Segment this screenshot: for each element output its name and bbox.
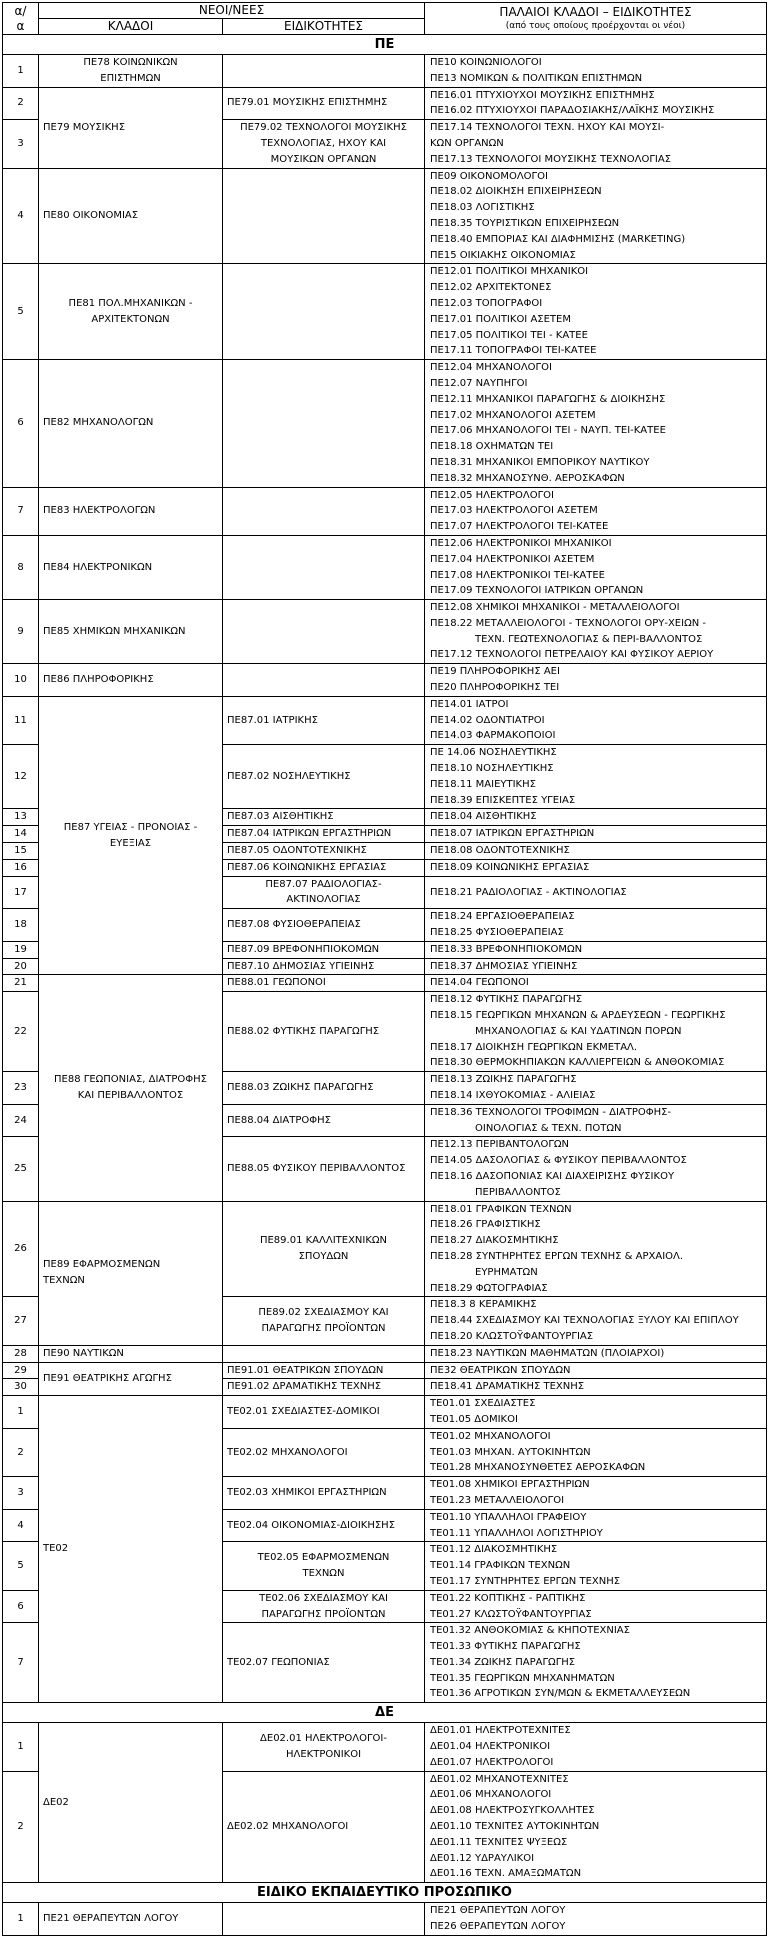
cell-line: ΠΕ17.13 ΤΕΧΝΟΛΟΓΟΙ ΜΟΥΣΙΚΗΣ ΤΕΧΝΟΛΟΓΙΑΣ	[430, 153, 672, 165]
specialty-cell	[223, 1723, 425, 1771]
specialty-cell: ΠΕ88.03 ΖΩΙΚΗΣ ΠΑΡΑΓΩΓΗΣ	[223, 1072, 425, 1105]
cell-line: ΤΕΧΝΩΝ	[43, 1275, 85, 1287]
specialty-cell	[223, 360, 425, 487]
specialty-cell: ΠΕ88.02 ΦΥΤΙΚΗΣ ΠΑΡΑΓΩΓΗΣ	[223, 992, 425, 1072]
row-number: 22	[3, 992, 39, 1072]
cell-line: ΜΟΥΣΙΚΩΝ ΟΡΓΑΝΩΝ	[270, 153, 377, 165]
old-cell	[425, 55, 767, 88]
old-cell	[425, 87, 767, 120]
cell-line: ΠΕ18.32 ΜΗΧΑΝΟΣΥΝΘ. ΑΕΡΟΣΚΑΦΩΝ	[430, 472, 625, 484]
cell-line: ΔΕ02.01 ΗΛΕΚΤΡΟΛΟΓΟΙ-	[260, 1733, 387, 1745]
specialty-cell	[223, 876, 425, 909]
header-branches: ΚΛΑΔΟΙ	[39, 19, 223, 35]
old-cell: ΠΕ18.07 ΙΑΤΡΙΚΩΝ ΕΡΓΑΣΤΗΡΙΩΝ	[425, 826, 767, 843]
cell-line: ΤΕ01.14 ΓΡΑΦΙΚΩΝ ΤΕΧΝΩΝ	[430, 1560, 571, 1572]
specialty-cell	[223, 168, 425, 264]
old-cell: ΠΕ18.08 ΟΔΟΝΤΟΤΕΧΝΙΚΗΣ	[425, 843, 767, 860]
cell-line: ΤΕ01.11 ΥΠΑΛΛΗΛΟΙ ΛΟΓΙΣΤΗΡΙΟΥ	[430, 1527, 603, 1539]
row-number: 10	[3, 664, 39, 697]
cell-line: ΔΕ01.02 ΜΗΧΑΝΟΤΕΧΝΙΤΕΣ	[430, 1773, 569, 1785]
cell-line: ΠΕ17.09 ΤΕΧΝΟΛΟΓΟΙ ΙΑΤΡΙΚΩΝ ΟΡΓΑΝΩΝ	[430, 585, 644, 597]
cell-line: ΠΕ12.11 ΜΗΧΑΝΙΚΟΙ ΠΑΡΑΓΩΓΗΣ & ΔΙΟΙΚΗΣΗΣ	[430, 393, 666, 405]
old-cell	[425, 745, 767, 809]
row-number: 13	[3, 809, 39, 826]
branch-cell: ΔΕ02	[39, 1723, 223, 1883]
cell-line: ΠΕ17.08 ΗΛΕΚΤΡΟΝΙΚΟΙ ΤΕΙ-ΚΑΤΕΕ	[430, 569, 606, 581]
cell-line: ΤΕ01.17 ΣΥΝΤΗΡΗΤΕΣ ΕΡΓΩΝ ΤΕΧΝΗΣ	[430, 1575, 621, 1587]
specialty-cell	[223, 1590, 425, 1623]
header-number: α/ α	[3, 3, 39, 35]
row-number: 11	[3, 696, 39, 744]
table-row	[3, 487, 767, 535]
cell-line: ΠΕ17.05 ΠΟΛΙΤΙΚΟΙ ΤΕΙ - ΚΑΤΕΕ	[430, 329, 588, 341]
old-cell: ΠΕ32 ΘΕΑΤΡΙΚΩΝ ΣΠΟΥΔΩΝ	[425, 1362, 767, 1379]
specialty-cell	[223, 1345, 425, 1362]
cell-line: ΕΥΕΞΙΑΣ	[109, 837, 152, 849]
row-number: 7	[3, 487, 39, 535]
old-cell: ΠΕ14.04 ΓΕΩΠΟΝΟΙ	[425, 975, 767, 992]
specialty-cell: ΠΕ87.04 ΙΑΤΡΙΚΩΝ ΕΡΓΑΣΤΗΡΙΩΝ	[223, 826, 425, 843]
row-number: 27	[3, 1297, 39, 1345]
specialty-cell	[223, 487, 425, 535]
table-row	[3, 975, 767, 992]
row-number: 5	[3, 264, 39, 360]
old-cell	[425, 168, 767, 264]
header-old: ΠΑΛΑΙΟΙ ΚΛΑΔΟΙ – ΕΙΔΙΚΟΤΗΤΕΣ (από τους οποίους προέρχονται οι νέοι)	[425, 3, 767, 35]
cell-line: ΠΕ15 ΟΙΚΙΑΚΗΣ ΟΙΚΟΝΟΜΙΑΣ	[430, 249, 576, 261]
table-row	[3, 696, 767, 744]
branch-cell	[39, 1201, 223, 1345]
section-pe: ΠΕ	[3, 35, 767, 55]
cell-line: ΠΕ17.06 ΜΗΧΑΝΟΛΟΓΟΙ ΤΕΙ - ΝΑΥΠ. ΤΕΙ-ΚΑΤΕΕ	[430, 425, 666, 437]
cell-line: ΤΕ01.02 ΜΗΧΑΝΟΛΟΓΟΙ	[430, 1430, 551, 1442]
cell-line: ΤΕ02.05 ΕΦΑΡΜΟΣΜΕΝΩΝ	[257, 1552, 390, 1564]
cell-line: ΤΕ01.03 ΜΗΧΑΝ. ΑΥΤΟΚΙΝΗΤΩΝ	[430, 1446, 591, 1458]
cell-line: ΠΕ10 ΚΟΙΝΩΝΙΟΛΟΓΟΙ	[430, 57, 542, 68]
cell-line: ΠΕ17.11 ΤΟΠΟΓΡΑΦΟΙ ΤΕΙ-ΚΑΤΕΕ	[430, 345, 597, 357]
cell-line: ΔΕ01.04 ΗΛΕΚΤΡΟΝΙΚΟΙ	[430, 1741, 551, 1753]
cell-line: ΔΕ01.11 ΤΕΧΝΙΤΕΣ ΨΥΞΕΩΣ	[430, 1836, 568, 1848]
section-row	[3, 1883, 767, 1903]
cell-line: ΠΕ89.01 ΚΑΛΛΙΤΕΧΝΙΚΩΝ	[259, 1235, 388, 1247]
cell-line: ΠΑΡΑΓΩΓΗΣ ΠΡΟΪΟΝΤΩΝ	[261, 1608, 386, 1620]
header-new: ΝΕΟΙ/ΝΕΕΣ	[39, 3, 425, 19]
cell-line: ΠΕ17.02 ΜΗΧΑΝΟΛΟΓΟΙ ΑΣΕΤΕΜ	[430, 409, 596, 421]
cell-line: ΠΕ18.13 ΖΩΙΚΗΣ ΠΑΡΑΓΩΓΗΣ	[430, 1074, 577, 1086]
table-row	[3, 1723, 767, 1771]
row-number: 23	[3, 1072, 39, 1105]
cell-line: ΠΕ18.25 ΦΥΣΙΟΘΕΡΑΠΕΙΑΣ	[430, 927, 564, 939]
table-row	[3, 1396, 767, 1429]
branch-cell	[39, 696, 223, 975]
cell-line: ΠΕ18.10 ΝΟΣΗΛΕΥΤΙΚΗΣ	[430, 763, 554, 775]
specialty-cell: ΠΕ87.05 ΟΔΟΝΤΟΤΕΧΝΙΚΗΣ	[223, 843, 425, 860]
row-number: 12	[3, 745, 39, 809]
table-row	[3, 1903, 767, 1936]
cell-line: ΠΕ18.3 8 ΚΕΡΑΜΙΚΗΣ	[430, 1299, 537, 1311]
cell-line: ΠΕ17.03 ΗΛΕΚΤΡΟΛΟΓΟΙ ΑΣΕΤΕΜ	[430, 505, 598, 517]
cell-line: ΠΕ81 ΠΟΛ.ΜΗΧΑΝΙΚΩΝ -	[68, 297, 193, 309]
old-cell: ΠΕ12.08 ΧΗΜΙΚΟΙ ΜΗΧΑΝΙΚΟΙ - ΜΕΤΑΛΛΕΙΟΛΟΓΟΙ ΠΕ18.22 ΜΕΤΑΛΛΕΙΟΛΟΓΟΙ - ΤΕΧΝΟΛΟΓΟΙ ΟΡΥ-ΧΕΙΩΝ - ΤΕΧΝ. ΓΕΩΤΕΧΝΟΛΟΓΙΑΣ & ΠΕΡΙ-ΒΑΛΛΟΝΤΟΣ ΠΕ17.12 ΤΕΧΝΟΛΟΓΟΙ ΠΕΤΡΕΛΑΙΟΥ ΚΑΙ ΦΥΣΙΚΟΥ ΑΕΡΙΟΥ	[425, 600, 767, 664]
specialty-cell: ΠΕ87.03 ΑΙΣΘΗΤΙΚΗΣ	[223, 809, 425, 826]
branch-cell: ΠΕ21 ΘΕΡΑΠΕΥΤΩΝ ΛΟΓΟΥ	[39, 1903, 223, 1936]
old-cell	[425, 664, 767, 697]
old-cell	[425, 1723, 767, 1771]
specialty-cell: ΠΕ91.02 ΔΡΑΜΑΤΙΚΗΣ ΤΕΧΝΗΣ	[223, 1379, 425, 1396]
table-row	[3, 1345, 767, 1362]
cell-line: ΔΕ01.12 ΥΔΡΑΥΛΙΚΟΙ	[430, 1852, 535, 1864]
cell-line: ΤΕ01.10 ΥΠΑΛΛΗΛΟΙ ΓΡΑΦΕΙΟΥ	[430, 1511, 587, 1523]
section-row	[3, 1703, 767, 1723]
specialty-cell	[223, 535, 425, 599]
old-cell	[425, 909, 767, 942]
row-number: 21	[3, 975, 39, 992]
specialty-cell	[223, 55, 425, 88]
specialty-cell: ΠΕ88.05 ΦΥΣΙΚΟΥ ΠΕΡΙΒΑΛΛΟΝΤΟΣ	[223, 1137, 425, 1201]
cell-line: ΑΚΤΙΝΟΛΟΓΙΑΣ	[286, 894, 361, 906]
cell-line: ΠΕ18.20 ΚΛΩΣΤΟΫΦΑΝΤΟΥΡΓΙΑΣ	[430, 1330, 594, 1342]
cell-line: ΠΕ89 ΕΦΑΡΜΟΣΜΕΝΩΝ	[43, 1259, 161, 1271]
cell-line: ΑΡΧΙΤΕΚΤΟΝΩΝ	[91, 313, 170, 325]
row-number: 19	[3, 941, 39, 958]
specialty-cell: ΤΕ02.02 ΜΗΧΑΝΟΛΟΓΟΙ	[223, 1428, 425, 1476]
branch-cell: ΠΕ79 ΜΟΥΣΙΚΗΣ	[39, 87, 223, 168]
cell-line: ΠΕ17.14 ΤΕΧΝΟΛΟΓΟΙ ΤΕΧΝ. ΗΧΟΥ ΚΑΙ ΜΟΥΣΙ-	[430, 122, 665, 134]
cell-line: ΠΕ18.31 ΜΗΧΑΝΙΚΟΙ ΕΜΠΟΡΙΚΟΥ ΝΑΥΤΙΚΟΥ	[430, 456, 650, 468]
old-cell	[425, 1771, 767, 1883]
cell-line: ΤΕΧΝΩΝ	[302, 1568, 345, 1579]
cell-line: ΠΕ16.02 ΠΤΥΧΙΟΥΧΟΙ ΠΑΡΑΔΟΣΙΑΚΗΣ/ΛΑΪΚΗΣ ΜΟΥΣΙΚΗΣ	[430, 105, 715, 117]
cell-line: ΔΕ01.01 ΗΛΕΚΤΡΟΤΕΧΝΙΤΕΣ	[430, 1725, 571, 1737]
row-number: 6	[3, 360, 39, 487]
cell-line: ΤΕ01.34 ΖΩΙΚΗΣ ΠΑΡΑΓΩΓΗΣ	[430, 1656, 576, 1668]
cell-line: ΠΕ12.04 ΜΗΧΑΝΟΛΟΓΟΙ	[430, 362, 552, 374]
cell-line: ΠΕ18.11 ΜΑΙΕΥΤΙΚΗΣ	[430, 778, 536, 790]
old-cell: ΠΕ18.12 ΦΥΤΙΚΗΣ ΠΑΡΑΓΩΓΗΣ ΠΕ18.15 ΓΕΩΡΓΙΚΩΝ ΜΗΧΑΝΩΝ & ΑΡΔΕΥΣΕΩΝ - ΓΕΩΡΓΙΚΗΣ ΜΗΧΑΝΟΛΟΓΙΑΣ & ΚΑΙ ΥΔΑΤΙΝΩΝ ΠΟΡΩΝ ΠΕ18.17 ΔΙΟΙΚΗΣΗ ΓΕΩΡΓΙΚΩΝ ΕΚΜΕΤΑΛ. ΠΕ18.30 ΘΕΡΜΟΚΗΠΙΑΚΩΝ ΚΑΛΛΙΕΡΓΕΙΩΝ & ΑΝΘΟΚΟΜΙΑΣ	[425, 992, 767, 1072]
row-number: 30	[3, 1379, 39, 1396]
row-number: 14	[3, 826, 39, 843]
table-row	[3, 600, 767, 664]
row-number: 8	[3, 535, 39, 599]
cell-line: ΠΕ18.39 ΕΠΙΣΚΕΠΤΕΣ ΥΓΕΙΑΣ	[430, 794, 576, 806]
old-cell: ΠΕ18.21 ΡΑΔΙΟΛΟΓΙΑΣ - ΑΚΤΙΝΟΛΟΓΙΑΣ	[425, 876, 767, 909]
cell-line: ΤΕΧΝΟΛΟΓΙΑΣ, ΗΧΟΥ ΚΑΙ	[260, 137, 387, 149]
cell-line: ΠΕ17.07 ΗΛΕΚΤΡΟΛΟΓΟΙ ΤΕΙ-ΚΑΤΕΕ	[430, 521, 609, 533]
cell-line: ΠΕ87.07 ΡΑΔΙΟΛΟΓΙΑΣ-	[265, 878, 382, 890]
specialty-cell: ΠΕ87.06 ΚΟΙΝΩΝΙΚΗΣ ΕΡΓΑΣΙΑΣ	[223, 859, 425, 876]
header-row	[3, 3, 767, 19]
row-number: 1	[3, 55, 39, 88]
cell-line: ΠΕ12.05 ΗΛΕΚΤΡΟΛΟΓΟΙ	[430, 489, 554, 501]
cell-line: ΠΕ19 ΠΛΗΡΟΦΟΡΙΚΗΣ ΑΕΙ	[430, 666, 560, 678]
cell-line: ΤΕ01.01 ΣΧΕΔΙΑΣΤΕΣ	[430, 1398, 536, 1410]
specialties-table	[2, 2, 767, 1936]
cell-line: ΠΕ18.03 ΛΟΓΙΣΤΙΚΗΣ	[430, 202, 535, 214]
old-cell: ΠΕ18.23 ΝΑΥΤΙΚΩΝ ΜΑΘΗΜΑΤΩΝ (ΠΛΟΙΑΡΧΟΙ)	[425, 1345, 767, 1362]
row-number: 6	[3, 1590, 39, 1623]
specialty-cell: ΤΕ02.04 ΟΙΚΟΝΟΜΙΑΣ-ΔΙΟΙΚΗΣΗΣ	[223, 1509, 425, 1542]
row-number: 29	[3, 1362, 39, 1379]
specialty-cell	[223, 120, 425, 168]
old-cell	[425, 1297, 767, 1345]
old-cell	[425, 487, 767, 535]
specialty-cell	[223, 1542, 425, 1590]
cell-line: ΤΕ01.27 ΚΛΩΣΤΟΫΦΑΝΤΟΥΡΓΙΑΣ	[430, 1608, 592, 1620]
branch-cell: ΠΕ85 ΧΗΜΙΚΩΝ ΜΗΧΑΝΙΚΩΝ	[39, 600, 223, 664]
table-row	[3, 535, 767, 599]
specialty-cell: ΠΕ87.09 ΒΡΕΦΟΝΗΠΙΟΚΟΜΩΝ	[223, 941, 425, 958]
old-cell: ΠΕ18.37 ΔΗΜΟΣΙΑΣ ΥΓΙΕΙΝΗΣ	[425, 958, 767, 975]
row-number: 25	[3, 1137, 39, 1201]
cell-line: ΔΕ01.08 ΗΛΕΚΤΡΟΣΥΓΚΟΛΛΗΤΕΣ	[430, 1805, 595, 1817]
cell-line: ΠΕ13 ΝΟΜΙΚΩΝ & ΠΟΛΙΤΙΚΩΝ ΕΠΙΣΤΗΜΩΝ	[430, 72, 643, 84]
cell-line: ΠΕ18.44 ΣΧΕΔΙΑΣΜΟΥ ΚΑΙ ΤΕΧΝΟΛΟΓΙΑΣ ΞΥΛΟΥ ΚΑΙ ΕΠΙΠΛΟΥ	[430, 1315, 739, 1327]
cell-line: ΠΕ16.01 ΠΤΥΧΙΟΥΧΟΙ ΜΟΥΣΙΚΗΣ ΕΠΙΣΤΗΜΗΣ	[430, 89, 655, 101]
cell-line: ΠΕ18.24 ΕΡΓΑΣΙΟΘΕΡΑΠΕΙΑΣ	[430, 911, 575, 923]
specialty-cell: ΤΕ02.03 ΧΗΜΙΚΟΙ ΕΡΓΑΣΤΗΡΙΩΝ	[223, 1477, 425, 1510]
specialty-cell: ΠΕ87.10 ΔΗΜΟΣΙΑΣ ΥΓΙΕΙΝΗΣ	[223, 958, 425, 975]
specialty-cell: ΠΕ88.04 ΔΙΑΤΡΟΦΗΣ	[223, 1104, 425, 1137]
cell-line: ΚΩΝ ΟΡΓΑΝΩΝ	[430, 137, 504, 149]
branch-cell: ΠΕ86 ΠΛΗΡΟΦΟΡΙΚΗΣ	[39, 664, 223, 697]
table-row	[3, 55, 767, 88]
cell-line: ΠΕ12.06 ΗΛΕΚΤΡΟΝΙΚΟΙ ΜΗΧΑΝΙΚΟΙ	[430, 537, 612, 549]
old-cell	[425, 535, 767, 599]
cell-line: ΔΕ01.10 ΤΕΧΝΙΤΕΣ ΑΥΤΟΚΙΝΗΤΩΝ	[430, 1821, 600, 1833]
cell-line: ΠΕ87 ΥΓΕΙΑΣ - ΠΡΟΝΟΙΑΣ -	[63, 821, 198, 833]
cell-line: ΕΠΙΣΤΗΜΩΝ	[100, 72, 161, 84]
row-number: 24	[3, 1104, 39, 1137]
cell-line: ΠΕ12.07 ΝΑΥΠΗΓΟΙ	[430, 377, 528, 389]
row-number: 4	[3, 1509, 39, 1542]
row-number: 3	[3, 120, 39, 168]
specialty-cell: ΔΕ02.02 ΜΗΧΑΝΟΛΟΓΟΙ	[223, 1771, 425, 1883]
cell-line: ΤΕ01.35 ΓΕΩΡΓΙΚΩΝ ΜΗΧΑΝΗΜΑΤΩΝ	[430, 1672, 615, 1684]
old-cell	[425, 1542, 767, 1590]
row-number: 15	[3, 843, 39, 860]
specialty-cell	[223, 1201, 425, 1297]
section-de: ΔΕ	[3, 1703, 767, 1723]
table-row	[3, 360, 767, 487]
old-cell	[425, 360, 767, 487]
old-cell	[425, 1509, 767, 1542]
cell-line: ΠΕ79.02 ΤΕΧΝΟΛΟΓΟΙ ΜΟΥΣΙΚΗΣ	[240, 122, 407, 134]
branch-cell: ΠΕ91 ΘΕΑΤΡΙΚΗΣ ΑΓΩΓΗΣ	[39, 1362, 223, 1396]
specialty-cell: ΤΕ02.01 ΣΧΕΔΙΑΣΤΕΣ-ΔΟΜΙΚΟΙ	[223, 1396, 425, 1429]
row-number: 1	[3, 1723, 39, 1771]
branch-cell: ΠΕ82 ΜΗΧΑΝΟΛΟΓΩΝ	[39, 360, 223, 487]
header-specialties: ΕΙΔΙΚΟΤΗΤΕΣ	[223, 19, 425, 35]
table-row	[3, 264, 767, 360]
branch-cell: ΠΕ84 ΗΛΕΚΤΡΟΝΙΚΩΝ	[39, 535, 223, 599]
branch-cell	[39, 264, 223, 360]
row-number: 9	[3, 600, 39, 664]
row-number: 16	[3, 859, 39, 876]
row-number: 2	[3, 1428, 39, 1476]
specialty-cell	[223, 600, 425, 664]
row-number: 28	[3, 1345, 39, 1362]
specialty-cell: ΠΕ87.02 ΝΟΣΗΛΕΥΤΙΚΗΣ	[223, 745, 425, 809]
old-cell	[425, 1590, 767, 1623]
specialty-cell	[223, 664, 425, 697]
cell-line: ΠΕ21 ΘΕΡΑΠΕΥΤΩΝ ΛΟΓΟΥ	[430, 1905, 566, 1917]
row-number: 5	[3, 1542, 39, 1590]
old-cell: ΠΕ18.04 ΑΙΣΘΗΤΙΚΗΣ	[425, 809, 767, 826]
branch-cell	[39, 975, 223, 1201]
cell-line: ΤΕ01.32 ΑΝΘΟΚΟΜΙΑΣ & ΚΗΠΟΤΕΧΝΙΑΣ	[430, 1625, 630, 1637]
old-cell	[425, 1428, 767, 1476]
old-cell: ΠΕ12.13 ΠΕΡΙΒΑΝΤΟΛΟΓΩΝ ΠΕ14.05 ΔΑΣΟΛΟΓΙΑΣ & ΦΥΣΙΚΟΥ ΠΕΡΙΒΑΛΛΟΝΤΟΣ ΠΕ18.16 ΔΑΣΟΠΟΝΙΑΣ ΚΑΙ ΔΙΑΧΕΙΡΙΣΗΣ ΦΥΣΙΚΟΥ ΠΕΡΙΒΑΛΛΟΝΤΟΣ	[425, 1137, 767, 1201]
table-row	[3, 664, 767, 697]
old-cell	[425, 120, 767, 168]
cell-line: ΠΕ12.02 ΑΡΧΙΤΕΚΤΟΝΕΣ	[430, 282, 552, 294]
cell-line: ΠΕ17.04 ΗΛΕΚΤΡΟΝΙΚΟΙ ΑΣΕΤΕΜ	[430, 553, 595, 565]
row-number: 7	[3, 1623, 39, 1703]
cell-line: ΤΕ02.06 ΣΧΕΔΙΑΣΜΟΥ ΚΑΙ	[259, 1592, 388, 1604]
table-row	[3, 1201, 767, 1297]
specialty-cell	[223, 264, 425, 360]
specialty-cell: ΠΕ91.01 ΘΕΑΤΡΙΚΩΝ ΣΠΟΥΔΩΝ	[223, 1362, 425, 1379]
row-number: 1	[3, 1396, 39, 1429]
cell-line: ΠΕ09 ΟΙΚΟΝΟΜΟΛΟΓΟΙ	[430, 170, 548, 182]
cell-line: ΠΕ18.02 ΔΙΟΙΚΗΣΗ ΕΠΙΧΕΙΡΗΣΕΩΝ	[430, 186, 602, 198]
cell-line: ΠΕ18.18 ΟΧΗΜΑΤΩΝ ΤΕΙ	[430, 441, 554, 453]
table-row	[3, 1362, 767, 1379]
branch-cell: ΤΕ02	[39, 1396, 223, 1703]
cell-line: ΔΕ01.06 ΜΗΧΑΝΟΛΟΓΟΙ	[430, 1789, 552, 1801]
cell-line: ΔΕ01.07 ΗΛΕΚΤΡΟΛΟΓΟΙ	[430, 1756, 554, 1768]
specialty-cell: ΠΕ87.01 ΙΑΤΡΙΚΗΣ	[223, 696, 425, 744]
cell-line: ΠΕ88 ΓΕΩΠΟΝΙΑΣ, ΔΙΑΤΡΟΦΗΣ	[54, 1074, 207, 1086]
cell-line: ΠΕ17.01 ΠΟΛΙΤΙΚΟΙ ΑΣΕΤΕΜ	[430, 313, 571, 325]
cell-line: ΠΕ26 ΘΕΡΑΠΕΥΤΩΝ ΛΟΓΟΥ	[430, 1921, 566, 1933]
specialty-cell: ΠΕ88.01 ΓΕΩΠΟΝΟΙ	[223, 975, 425, 992]
cell-line: ΤΕ01.05 ΔΟΜΙΚΟΙ	[430, 1413, 518, 1425]
cell-line: ΠΕ 14.06 ΝΟΣΗΛΕΥΤΙΚΗΣ	[430, 747, 557, 759]
row-number: 4	[3, 168, 39, 264]
branch-cell	[39, 55, 223, 88]
row-number: 2	[3, 1771, 39, 1883]
row-number: 2	[3, 87, 39, 120]
cell-line: ΤΕ01.23 ΜΕΤΑΛΛΕΙΟΛΟΓΟΙ	[430, 1494, 565, 1506]
branch-cell: ΠΕ90 ΝΑΥΤΙΚΩΝ	[39, 1345, 223, 1362]
cell-line: ΠΑΡΑΓΩΓΗΣ ΠΡΟΪΟΝΤΩΝ	[261, 1323, 386, 1335]
cell-line: ΤΕ01.22 ΚΟΠΤΙΚΗΣ - ΡΑΠΤΙΚΗΣ	[430, 1592, 586, 1604]
table-row	[3, 168, 767, 264]
table-row	[3, 87, 767, 120]
cell-line: ΚΑΙ ΠΕΡΙΒΑΛΛΟΝΤΟΣ	[77, 1090, 184, 1101]
specialty-cell: ΤΕ02.07 ΓΕΩΠΟΝΙΑΣ	[223, 1623, 425, 1703]
specialty-cell: ΠΕ87.08 ΦΥΣΙΟΘΕΡΑΠΕΙΑΣ	[223, 909, 425, 942]
cell-line: ΤΕ01.12 ΔΙΑΚΟΣΜΗΤΙΚΗΣ	[430, 1544, 558, 1556]
old-cell: ΠΕ18.41 ΔΡΑΜΑΤΙΚΗΣ ΤΕΧΝΗΣ	[425, 1379, 767, 1396]
old-cell	[425, 1903, 767, 1936]
old-cell	[425, 264, 767, 360]
row-number: 18	[3, 909, 39, 942]
cell-line: ΠΕ20 ΠΛΗΡΟΦΟΡΙΚΗΣ ΤΕΙ	[430, 682, 560, 694]
old-cell: ΠΕ18.01 ΓΡΑΦΙΚΩΝ ΤΕΧΝΩΝ ΠΕ18.26 ΓΡΑΦΙΣΤΙΚΗΣ ΠΕ18.27 ΔΙΑΚΟΣΜΗΤΙΚΗΣ ΠΕ18.28 ΣΥΝΤΗΡΗΤΕΣ ΕΡΓΩΝ ΤΕΧΝΗΣ & ΑΡΧΑΙΟΛ. ΕΥΡΗΜΑΤΩΝ ΠΕ18.29 ΦΩΤΟΓΡΑΦΙΑΣ	[425, 1201, 767, 1297]
cell-line: ΣΠΟΥΔΩΝ	[298, 1250, 349, 1262]
row-number: 20	[3, 958, 39, 975]
branch-cell: ΠΕ83 ΗΛΕΚΤΡΟΛΟΓΩΝ	[39, 487, 223, 535]
specialty-cell	[223, 1297, 425, 1345]
old-cell	[425, 696, 767, 744]
old-cell	[425, 1477, 767, 1510]
cell-line: ΠΕ14.02 ΟΔΟΝΤΙΑΤΡΟΙ	[430, 714, 545, 726]
cell-line: ΠΕ12.01 ΠΟΛΙΤΙΚΟΙ ΜΗΧΑΝΙΚΟΙ	[430, 266, 589, 278]
row-number: 3	[3, 1477, 39, 1510]
cell-line: ΠΕ89.02 ΣΧΕΔΙΑΣΜΟΥ ΚΑΙ	[258, 1307, 389, 1319]
old-cell: ΠΕ18.33 ΒΡΕΦΟΝΗΠΙΟΚΟΜΩΝ	[425, 941, 767, 958]
specialty-cell: ΠΕ79.01 ΜΟΥΣΙΚΗΣ ΕΠΙΣΤΗΜΗΣ	[223, 87, 425, 120]
cell-line: ΠΕ78 ΚΟΙΝΩΝΙΚΩΝ	[83, 57, 178, 68]
cell-line: ΤΕ01.36 ΑΓΡΟΤΙΚΩΝ ΣΥΝ/ΜΩΝ & ΕΚΜΕΤΑΛΛΕΥΣΕΩΝ	[430, 1688, 691, 1700]
cell-line: ΠΕ18.14 ΙΧΘΥΟΚΟΜΙΑΣ - ΑΛΙΕΙΑΣ	[430, 1090, 596, 1101]
specialty-cell	[223, 1903, 425, 1936]
cell-line: ΔΕ01.16 ΤΕΧΝ. ΑΜΑΞΩΜΑΤΩΝ	[430, 1868, 582, 1880]
cell-line: ΗΛΕΚΤΡΟΝΙΚΟΙ	[285, 1748, 362, 1760]
row-number: 26	[3, 1201, 39, 1297]
cell-line: ΠΕ12.03 ΤΟΠΟΓΡΑΦΟΙ	[430, 297, 543, 309]
cell-line: ΠΕ18.40 ΕΜΠΟΡΙΑΣ ΚΑΙ ΔΙΑΦΗΜΙΣΗΣ (MARKETING)	[430, 233, 686, 245]
cell-line: ΠΕ18.35 ΤΟΥΡΙΣΤΙΚΩΝ ΕΠΙΧΕΙΡΗΣΕΩΝ	[430, 217, 620, 229]
row-number: 17	[3, 876, 39, 909]
old-cell: ΠΕ18.36 ΤΕΧΝΟΛΟΓΟΙ ΤΡΟΦΙΜΩΝ - ΔΙΑΤΡΟΦΗΣ- ΟΙΝΟΛΟΓΙΑΣ & ΤΕΧΝ. ΠΟΤΩΝ	[425, 1104, 767, 1137]
section-row	[3, 35, 767, 55]
cell-line: ΤΕ01.28 ΜΗΧΑΝΟΣΥΝΘΕΤΕΣ ΑΕΡΟΣΚΑΦΩΝ	[430, 1462, 646, 1474]
cell-line: ΤΕ01.33 ΦΥΤΙΚΗΣ ΠΑΡΑΓΩΓΗΣ	[430, 1641, 581, 1653]
cell-line: ΤΕ01.08 ΧΗΜΙΚΟΙ ΕΡΓΑΣΤΗΡΙΩΝ	[430, 1479, 590, 1491]
old-cell: ΠΕ18.09 ΚΟΙΝΩΝΙΚΗΣ ΕΡΓΑΣΙΑΣ	[425, 859, 767, 876]
cell-line: ΠΕ14.01 ΙΑΤΡΟΙ	[430, 698, 509, 710]
row-number: 1	[3, 1903, 39, 1936]
cell-line: ΠΕ14.03 ΦΑΡΜΑΚΟΠΟΙΟΙ	[430, 730, 556, 742]
old-cell	[425, 1072, 767, 1105]
old-cell	[425, 1623, 767, 1703]
old-cell	[425, 1396, 767, 1429]
section-eep: ΕΙΔΙΚΟ ΕΚΠΑΙΔΕΥΤΙΚΟ ΠΡΟΣΩΠΙΚΟ	[3, 1883, 767, 1903]
branch-cell: ΠΕ80 ΟΙΚΟΝΟΜΙΑΣ	[39, 168, 223, 264]
